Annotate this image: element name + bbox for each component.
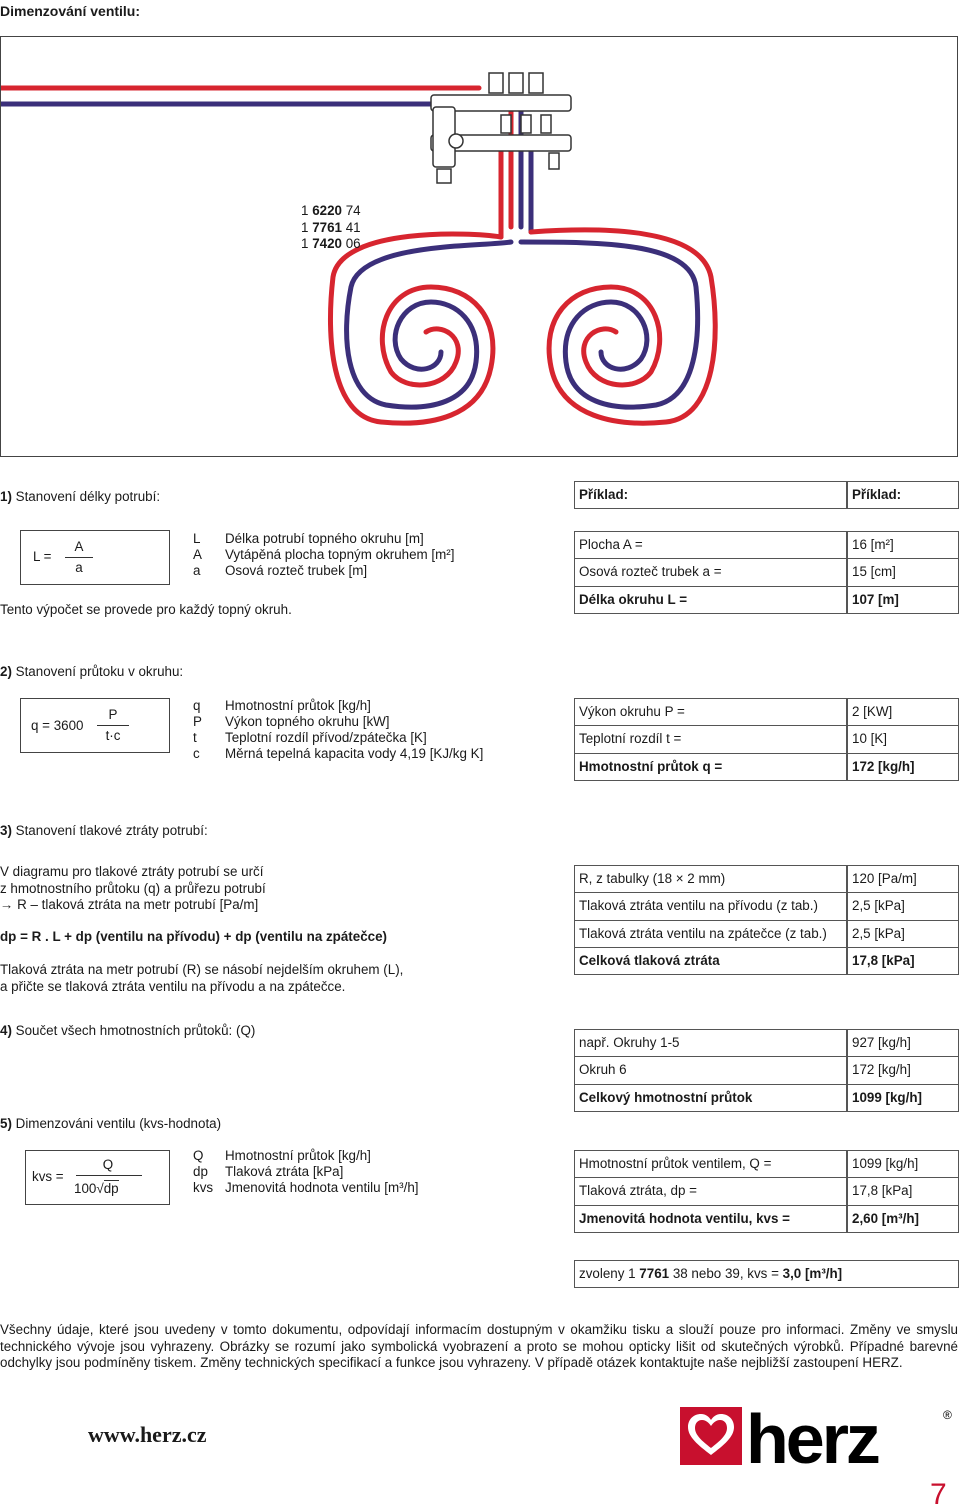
length-formula: L = A a — [20, 530, 170, 585]
flow-formula: q = 3600 P t·c — [20, 698, 170, 753]
pressure-loss-formula: dp = R . L + dp (ventilu na přívodu) + dp (ventilu na zpátečce) — [0, 929, 388, 944]
herz-logo — [680, 1405, 955, 1467]
disclaimer: Všechny údaje, které jsou uvedeny v tomto dokumentu, odpovídají informacím dostupným v okamžiku tisku a slouží pouze pro informaci. Změny ve smyslu technického vývoje jsou vyhrazeny. Obrázky se rozumí jako symbolická vyobrazení a proto se mohou opticky lišit od skutečných výrobků. Případné barevné odchylky jsou podmíněny tiskem. Změny technických specifikací a funkce jsou vyhrazeny. V případě otázek kontaktujte naše nejbližší zastoupení HERZ. — [0, 1322, 958, 1370]
website-link[interactable]: www.herz.cz — [88, 1422, 207, 1447]
svg-text:®: ® — [943, 1408, 952, 1422]
section1-heading: 1) Stanovení délky potrubí: — [0, 489, 161, 504]
page-title: Dimenzování ventilu: — [0, 3, 141, 19]
section2-heading: 2) Stanovení průtoku v okruhu: — [0, 664, 184, 679]
section3-paragraph1: V diagramu pro tlakové ztráty potrubí se určí z hmotnostního průtoku (q) a průřezu potrubí → R – tlaková ztráta na metr potrubí [Pa/m] — [0, 864, 266, 912]
square-root-icon: √ — [96, 1181, 104, 1196]
section5-legend: Q Hmotnostní průtok [kg/h] dp Tlaková ztráta [kPa] kvs Jmenovitá hodnota ventilu [m³/h] — [193, 1148, 419, 1195]
chosen-valve: zvoleny 1 7761 38 nebo 39, kvs = 3,0 [m³/h] — [574, 1260, 959, 1288]
section3-paragraph2: Tlaková ztráta na metr potrubí (R) se násobí nejdelším okruhem (L), a přičte se tlaková ztráta ventilu na přívodu a na zpátečce. — [0, 962, 404, 994]
section1-legend: L Délka potrubí topného okruhu [m] A Vytápěná plocha topným okruhem [m²] a Osová rozteč trubek [m] — [193, 531, 455, 578]
section3-heading: 3) Stanovení tlakové ztráty potrubí: — [0, 823, 208, 838]
section4-heading: 4) Součet všech hmotnostních průtoků: (Q) — [0, 1023, 256, 1038]
svg-text:herz: herz — [746, 1405, 878, 1467]
section2-legend: q Hmotnostní průtok [kg/h] P Výkon topného okruhu [kW] t Teplotní rozdíl přívod/zpátečka [K] c Měrná tepelná kapacita vody 4,19 [KJ/kg K] — [193, 698, 484, 761]
section5-heading: 5) Dimenzováni ventilu (kvs-hodnota) — [0, 1116, 222, 1131]
kvs-formula: kvs = Q 100√dp — [25, 1150, 170, 1205]
arrow-right-icon: → — [0, 897, 14, 912]
product-codes: 1 6220 74 1 7761 41 1 7420 06 — [301, 203, 361, 251]
section1-note: Tento výpočet se provede pro každý topný okruh. — [0, 602, 292, 617]
heating-loop-illustration — [1, 37, 957, 456]
heating-circuit-figure — [0, 36, 958, 457]
page-number: 7 — [930, 1478, 947, 1511]
